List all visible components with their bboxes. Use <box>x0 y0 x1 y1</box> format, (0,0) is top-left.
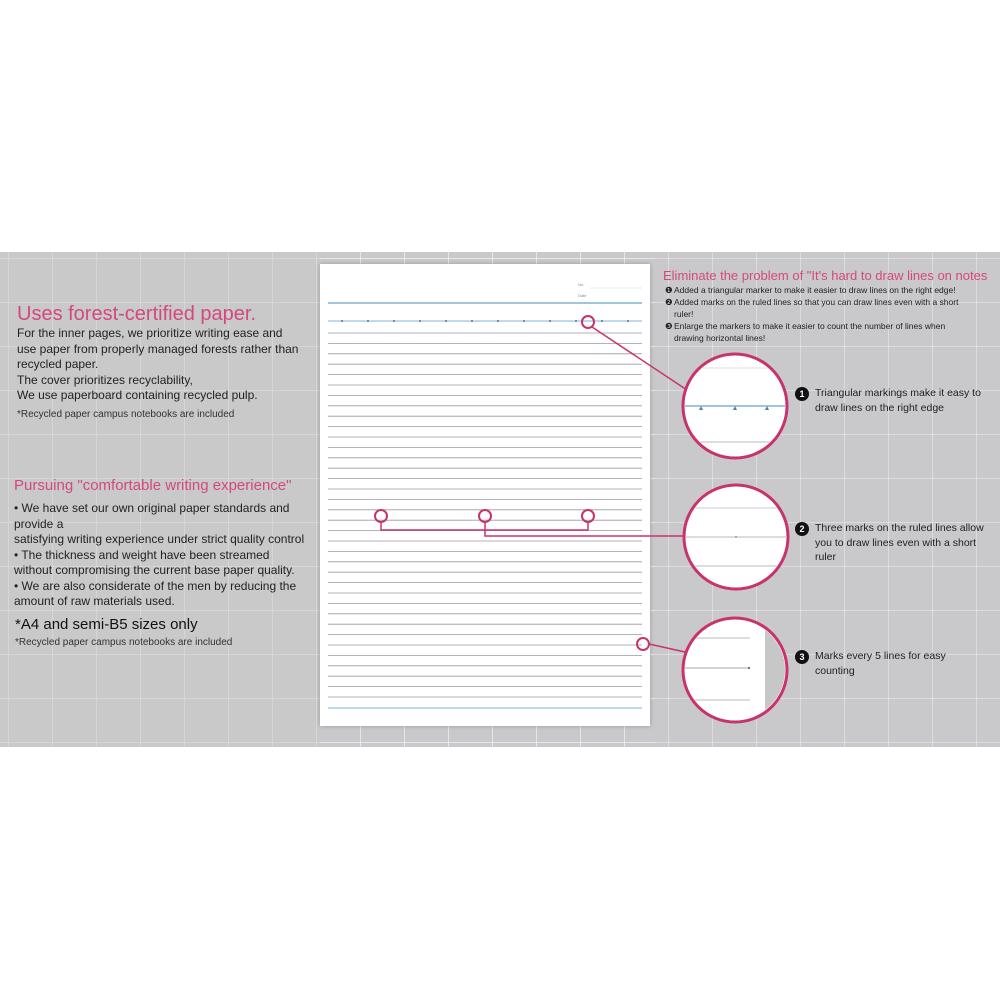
marker-circle-2b <box>479 510 491 522</box>
badge-1: 1 <box>795 387 809 401</box>
connector-line-3 <box>649 644 685 652</box>
feature-item-3: ❸ Enlarge the markers to make it easier to count the number of lines when <box>665 321 946 331</box>
feature-item-2-cont: ruler! <box>674 309 694 319</box>
zoom-circle-1 <box>683 354 787 458</box>
zoom-circle-2 <box>684 485 788 589</box>
marker-circle-2a <box>375 510 387 522</box>
feature-item-2: ❷ Added marks on the ruled lines so that you can draw lines even with a short <box>665 297 959 307</box>
callout-3: 3 Marks every 5 lines for easy counting <box>795 649 995 678</box>
connector-line-2 <box>485 522 684 536</box>
sizes-note: *A4 and semi-B5 sizes only <box>15 616 198 633</box>
feature-banner <box>0 252 1000 747</box>
forest-paper-title: Uses forest-certified paper. <box>17 303 256 325</box>
callout-1: 1 Triangular markings make it easy to draw lines on the right edge <box>795 386 995 415</box>
marker-circle-3 <box>637 638 649 650</box>
callout-2: 2 Three marks on the ruled lines allow you to draw lines even with a short ruler <box>795 521 995 565</box>
recycled-note: *Recycled paper campus notebooks are included <box>17 409 235 420</box>
feature-item-1: ❶ Added a triangular marker to make it easier to draw lines on the right edge! <box>665 285 956 295</box>
right-title: Eliminate the problem of "It's hard to draw lines on notes <box>663 268 988 283</box>
marker-circle-1 <box>582 316 594 328</box>
zoom-circle-3 <box>683 618 790 722</box>
date-label: Date <box>578 293 587 298</box>
callout-overlay <box>0 252 1000 747</box>
recycled-note-2: *Recycled paper campus notebooks are included <box>15 637 233 648</box>
badge-3: 3 <box>795 650 809 664</box>
forest-paper-text: For the inner pages, we prioritize writing ease and use paper from properly managed forests rather than recycled paper. The cover prioritizes recyclability, We use paperboard containing recycled pulp. <box>17 326 299 402</box>
feature-item-3-cont: drawing horizontal lines! <box>674 333 766 343</box>
badge-2: 2 <box>795 522 809 536</box>
no-label: No. <box>578 282 585 287</box>
writing-experience-title: Pursuing "comfortable writing experience" <box>14 477 292 494</box>
connector-line-1 <box>592 327 690 392</box>
marker-circle-2c <box>582 510 594 522</box>
writing-experience-bullets: • We have set our own original paper standards and provide a satisfying writing experience under strict quality control • The thickness and weight have been streamed without compromising the current base paper quality. • We are also considerate of the men by reducing the amount of raw materials used. <box>14 501 305 608</box>
